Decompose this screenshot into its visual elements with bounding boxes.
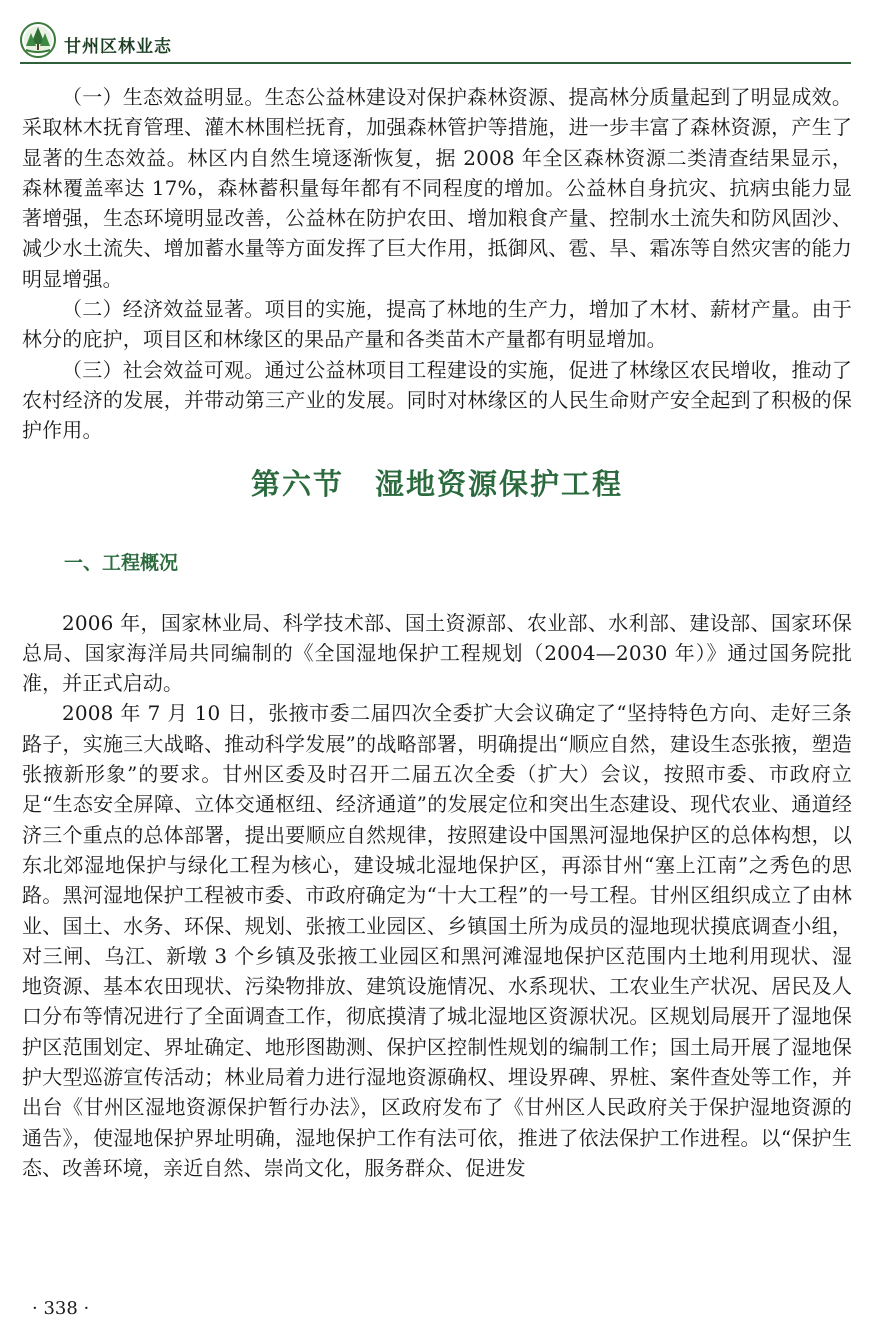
paragraph-plan-approval: 2006 年，国家林业局、科学技术部、国土资源部、农业部、水利部、建设部、国家环保总局、国家海洋局共同编制的《全国湿地保护工程规划（2004—2030 年）》通过国务院批准，并正式启动。 [22,610,852,696]
page-content [22,82,852,1183]
book-title: 甘州区林业志 [64,37,172,57]
forest-tree-emblem-icon [20,22,56,58]
paragraph-ecological-benefit: （一）生态效益明显。生态公益林建设对保护森林资源、提高林分质量起到了明显成效。采取林木抚育管理、灌木林围栏抚育，加强森林管护等措施，进一步丰富了森林资源，产生了显著的生态效益。林区内自然生境逐渐恢复，据 2008 年全区森林资源二类清查结果显示，森林覆盖率达 17%，森林蓄积量每年都有不同程度的增加。公益林自身抗灾、抗病虫能力显著增强，生态环境明显改善，公益林在防护农田、增加粮食产量、控制水土流失和防风固沙、减少水土流失、增加蓄水量等方面发挥了巨大作用，抵御风、雹、旱、霜冻等自然灾害的能力明显增强。 [22,85,852,291]
page-number: · 338 · [32,1298,90,1319]
sub-heading: 一、工程概况 [64,551,179,574]
paragraph-economic-benefit: （二）经济效益显著。项目的实施，提高了林地的生产力，增加了木材、薪材产量。由于林分的庇护，项目区和林缘区的果品产量和各类苗木产量都有明显增加。 [22,297,852,352]
section-title: 第六节 湿地资源保护工程 [250,466,623,501]
page-header [20,22,851,64]
paragraph-wetland-project: 2008 年 7 月 10 日，张掖市委二届四次全委扩大会议确定了“坚持特色方向、走好三条路子，实施三大战略、推动科学发展”的战略部署，明确提出“顺应自然，建设生态张掖，塑造张掖新形象”的要求。甘州区委及时召开二届五次全委（扩大）会议，按照市委、市政府立足“生态安全屏障、立体交通枢纽、经济通道”的发展定位和突出生态建设、现代农业、通道经济三个重点的总体部署，提出要顺应自然规律，按照建设中国黑河湿地保护区的总体构想，以东北郊湿地保护与绿化工程为核心，建设城北湿地保护区，再添甘州“塞上江南”之秀色的思路。黑河湿地保护工程被市委、市政府确定为“十大工程”的一号工程。甘州区组织成立了由林业、国土、水务、环保、规划、张掖工业园区、乡镇国土所为成员的湿地现状摸底调查小组，对三闸、乌江、新墩 3 个乡镇及张掖工业园区和黑河滩湿地保护区范围内土地利用现状、湿地资源、基本农田现状、污染物排放、建筑设施情况、水系现状、工农业生产状况、居民及人口分布等情况进行了全面调查工作，彻底摸清了城北湿地区资源状况。区规划局展开了湿地保护区范围划定、界址确定、地形图勘测、保护区控制性规划的编制工作；国土局开展了湿地保护大型巡游宣传活动；林业局着力进行湿地资源确权、埋设界碑、界桩、案件查处等工作，并出台《甘州区湿地资源保护暂行办法》，区政府发布了《甘州区人民政府关于保护湿地资源的通告》，使湿地保护界址明确，湿地保护工作有法可依，推进了依法保护工作进程。以“保护生态、改善环境，亲近自然、崇尚文化，服务群众、促进发 [22,701,852,1180]
paragraph-social-benefit: （三）社会效益可观。通过公益林项目工程建设的实施，促进了林缘区农民增收，推动了农村经济的发展，并带动第三产业的发展。同时对林缘区的人民生命财产安全起到了积极的保护作用。 [22,357,852,443]
